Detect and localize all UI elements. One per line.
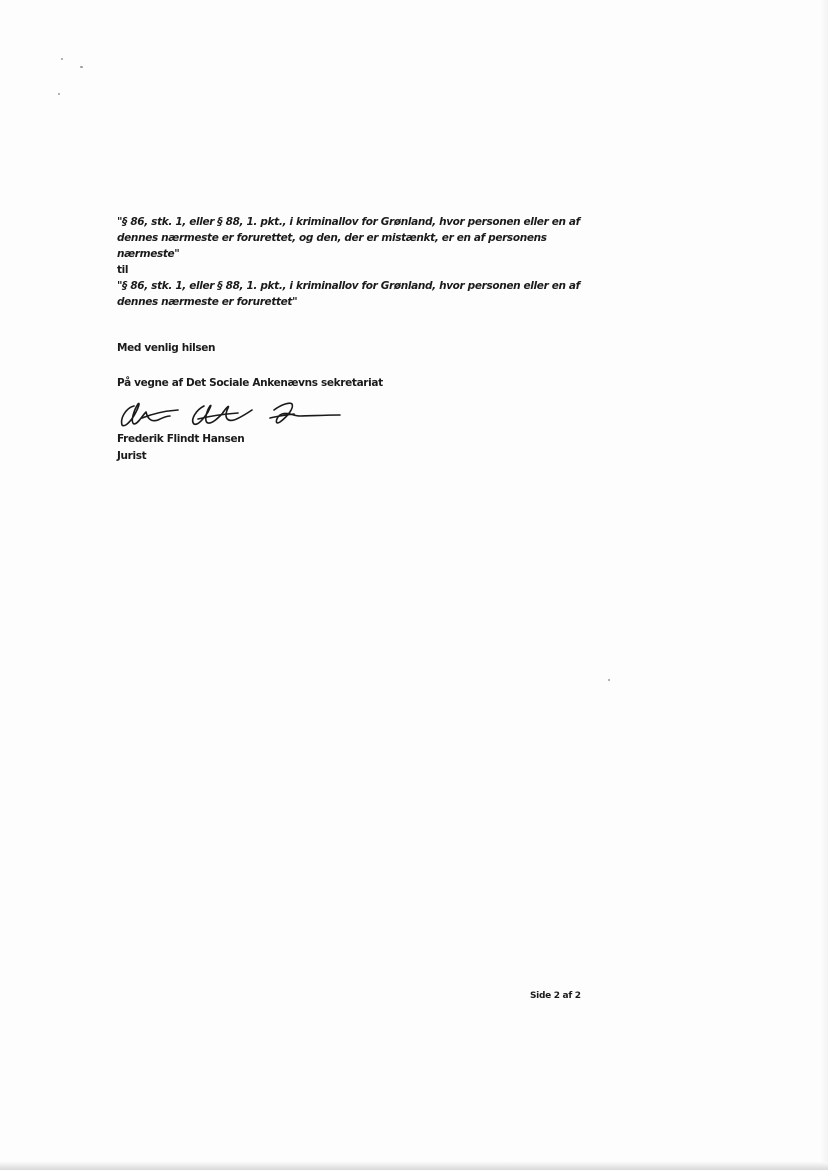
page-number: Side 2 af 2 — [530, 991, 581, 1001]
closing-regards: Med venlig hilsen — [117, 342, 216, 354]
signatory-title: Jurist — [117, 450, 147, 462]
quote-line: "§ 86, stk. 1, eller § 88, 1. pkt., i kriminallov for Grønland, hvor personen eller en af — [117, 216, 580, 228]
quote-line: "§ 86, stk. 1, eller § 88, 1. pkt., i kriminallov for Grønland, hvor personen eller en af — [117, 280, 580, 292]
quote-line: nærmeste" — [117, 248, 180, 260]
scan-speck — [58, 93, 60, 95]
quote-line: dennes nærmeste er forurettet" — [117, 296, 298, 308]
quote-line: dennes nærmeste er forurettet, og den, der er mistænkt, er en af personens — [117, 232, 547, 244]
scan-speck — [80, 66, 83, 68]
on-behalf-line: På vegne af Det Sociale Ankenævns sekretariat — [117, 377, 383, 389]
scan-edge-shadow — [818, 0, 828, 1170]
handwritten-signature — [112, 394, 352, 430]
quoted-amendment — [117, 214, 580, 310]
scan-speck — [608, 679, 610, 681]
signatory-name: Frederik Flindt Hansen — [117, 433, 245, 445]
scan-edge-shadow — [0, 1162, 828, 1170]
quote-connector: til — [117, 264, 129, 276]
scan-speck — [61, 58, 63, 60]
